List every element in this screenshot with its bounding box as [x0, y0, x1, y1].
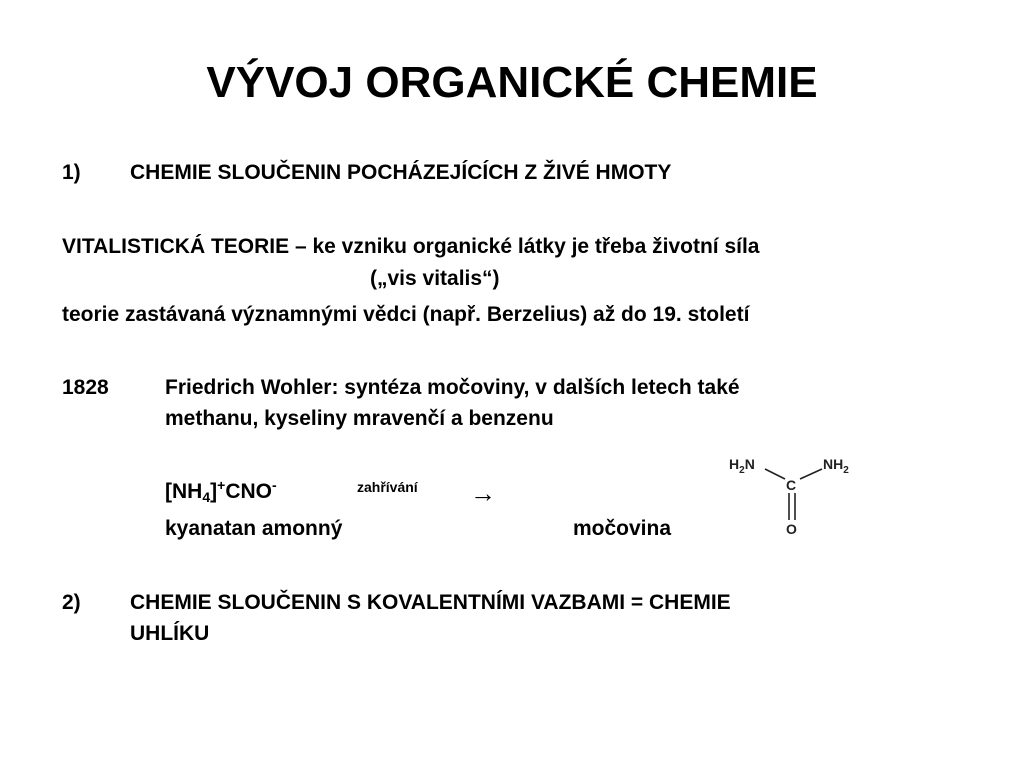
- wohler-year: 1828: [62, 376, 109, 399]
- formula-part: [NH: [165, 480, 203, 503]
- atom-label: NH: [823, 456, 844, 472]
- bond-right: [800, 469, 822, 479]
- item-2-line-2: UHLÍKU: [130, 622, 210, 645]
- item-2-line-1: CHEMIE SLOUČENIN S KOVALENTNÍMI VAZBAMI = CHEMIE: [130, 591, 731, 614]
- left-amino-group: [729, 456, 755, 476]
- reaction-condition: zahřívání: [357, 479, 418, 495]
- vitalism-line-2: („vis vitalis“): [370, 267, 500, 290]
- item-1-text: CHEMIE SLOUČENIN POCHÁZEJÍCÍCH Z ŽIVÉ HMOTY: [130, 161, 672, 184]
- oxygen-atom: O: [786, 521, 797, 537]
- formula-superscript: -: [271, 477, 277, 493]
- item-1-number: 1): [62, 161, 81, 184]
- page-title: VÝVOJ ORGANICKÉ CHEMIE: [206, 58, 818, 107]
- formula-subscript: 4: [202, 489, 211, 505]
- item-2-number: 2): [62, 591, 81, 614]
- atom-subscript: 2: [739, 465, 745, 476]
- atom-label: N: [744, 456, 755, 472]
- vitalism-line-3: teorie zastávaná významnými vědci (např. Berzelius) až do 19. století: [62, 303, 750, 326]
- formula-part: CNO: [225, 480, 272, 503]
- formula-superscript: +: [217, 477, 226, 493]
- urea-structural-formula: [725, 450, 865, 545]
- atom-label: H: [729, 456, 740, 472]
- reactant-formula: [165, 479, 277, 505]
- reactant-name: kyanatan amonný: [165, 517, 343, 540]
- vitalism-line-1: VITALISTICKÁ TEORIE – ke vzniku organické látky je třeba životní síla: [62, 235, 760, 258]
- right-amino-group: [823, 456, 849, 476]
- atom-subscript: 2: [843, 465, 849, 476]
- wohler-line-2: methanu, kyseliny mravenčí a benzenu: [165, 407, 554, 430]
- carbon-atom: C: [786, 477, 797, 493]
- formula-part: ]: [210, 480, 218, 503]
- wohler-line-1: Friedrich Wohler: syntéza močoviny, v dalších letech také: [165, 376, 740, 399]
- reaction-arrow: →: [470, 478, 496, 508]
- bond-left: [765, 469, 785, 479]
- product-name: močovina: [573, 517, 672, 540]
